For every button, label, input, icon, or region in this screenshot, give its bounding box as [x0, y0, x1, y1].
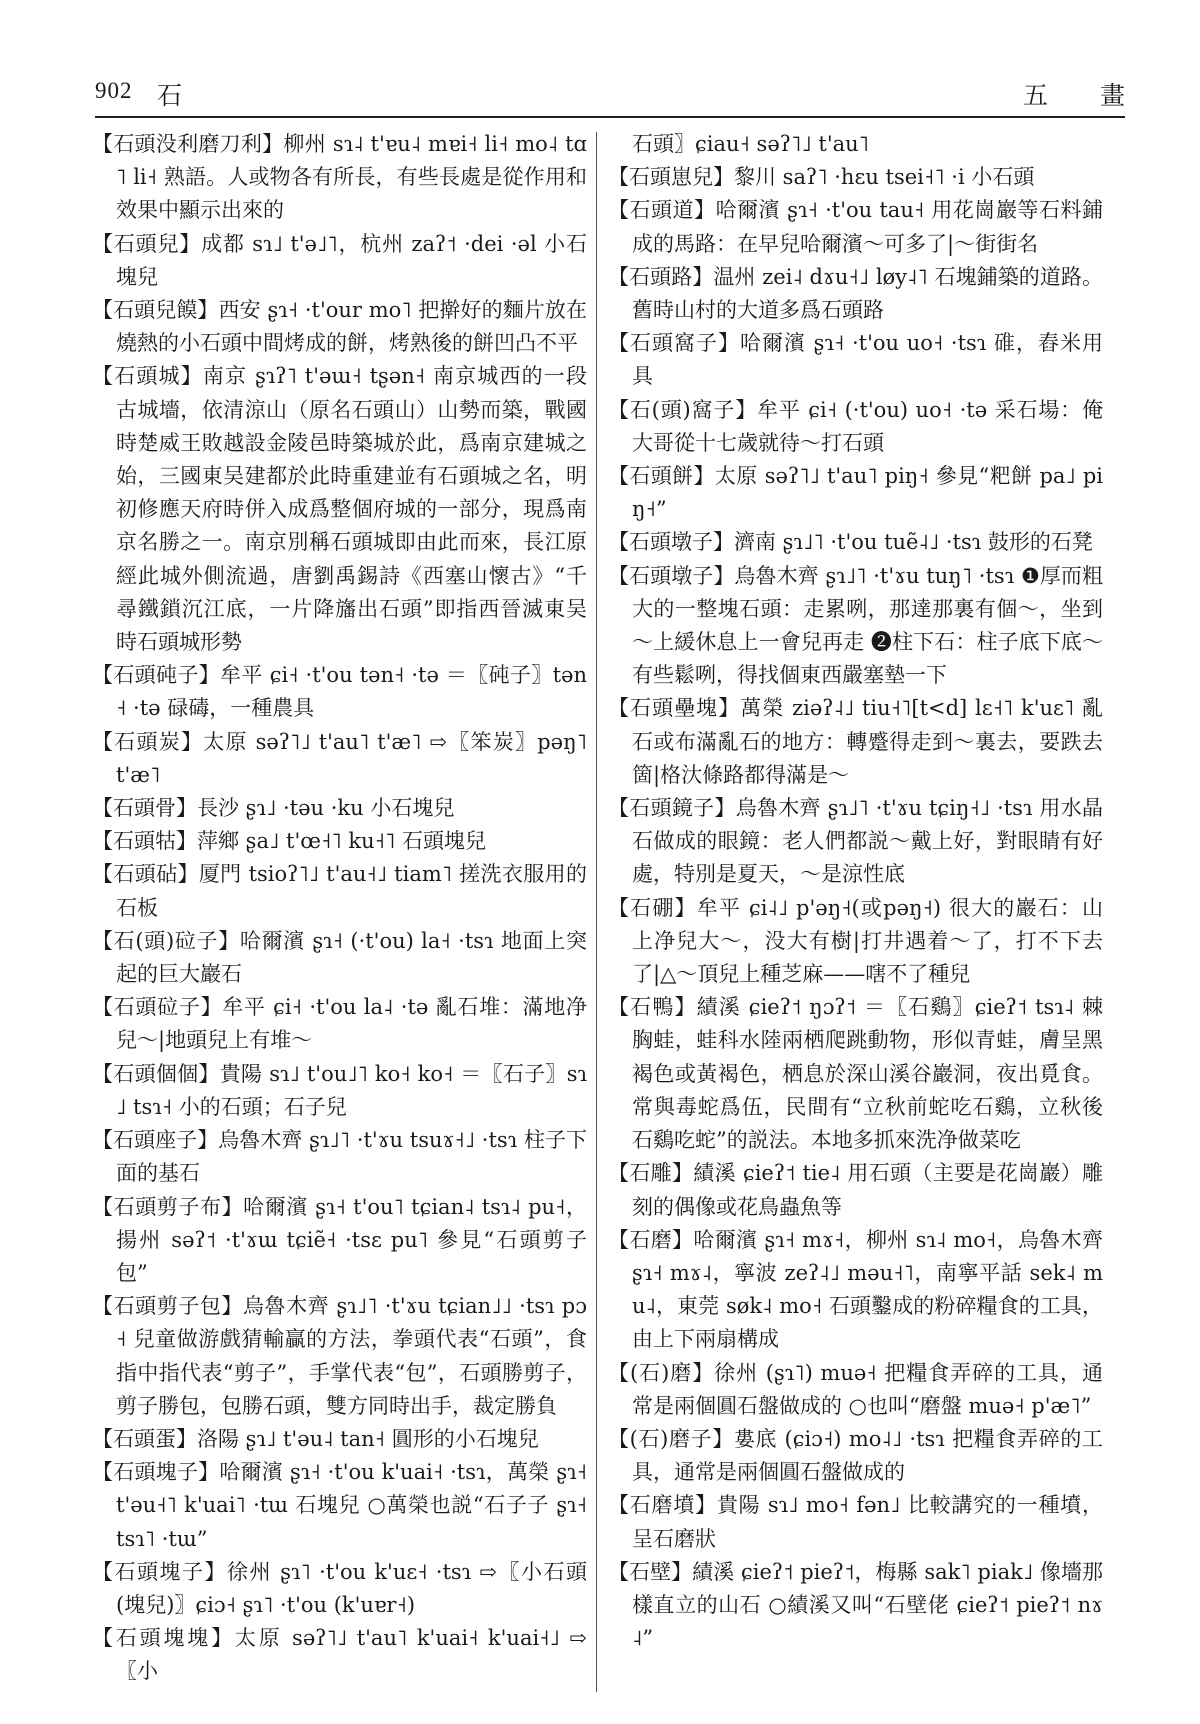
left-column	[92, 128, 587, 1689]
dictionary-entry: 【石頭道】哈爾濱 ʂɿ˧ ·t'ou tau˧ 用花崗巖等石料鋪成的馬路：在早兒哈爾濱～可多了|～街街名	[608, 198, 1103, 256]
dictionary-entry: 【石頭塊子】徐州 ʂɿ˥ ·t'ou k'uɛ˧ ·tsɿ ⇨〖小石頭(塊兒)〗ɕiɔ˧ ʂɿ˥ ·t'ou (k'uɐr˧)	[92, 1559, 587, 1617]
dictionary-entry: 【石頭路】温州 zei˨ dɤu˧˩ løy˨˥ 石塊鋪築的道路。舊時山村的大道多爲石頭路	[608, 264, 1103, 323]
dictionary-entry: 【石鴨】績溪 ɕieʔ˦ ŋɔʔ˦ ＝〖石鷄〗ɕieʔ˦ tsɿ˨ 棘胸蛙，蛙科水陸兩栖爬跳動物，形似青蛙，膚呈黑褐色或黃褐色，栖息於深山溪谷巖洞，夜出覓食。常與毒蛇爲伍，民間有“立秋前蛇吃石鷄，立秋後石鷄吃蛇”的説法。本地多抓來洗净做菜吃	[608, 995, 1103, 1153]
dictionary-entry: 【石磨】哈爾濱 ʂɿ˧ mɤ˧，柳州 sɿ˨ mo˧，烏魯木齊 ʂɿ˧ mɤ˨，寧波 zeʔ˨˩ məu˧˥，南寧平話 sek˨ mu˨，東莞 søk˨ mo˧ 石頭鑿成的粉碎糧食的工具，由上下兩扇構成	[608, 1227, 1103, 1352]
dictionary-entry: 【石頭窩子】哈爾濱 ʂɿ˧ ·t'ou uo˧ ·tsɿ 碓，舂米用具	[608, 331, 1103, 389]
dictionary-entry: 【(石)磨子】婁底 (ɕiɔ˧) mo˨˩ ·tsɿ 把糧食弄碎的工具，通常是兩個圓石盤做成的	[608, 1426, 1103, 1485]
page-number: 902	[95, 78, 133, 103]
dictionary-entry: 【石頭蛋】洛陽 ʂɿ˩ t'əu˨ tan˧ 圓形的小石塊兒	[92, 1426, 539, 1451]
dictionary-entry: 【石頭没利磨刀利】柳州 sɿ˨ t'ɐu˨ mɐi˧ li˧ mo˨ tɑ˥ li˧ 熟語。人或物各有所長，有些長處是從作用和效果中顯示出來的	[92, 132, 587, 223]
dictionary-entry: 【石頭墩子】濟南 ʂɿ˩˥ ·t'ou tuẽ˨˩ ·tsɿ 鼓形的石凳	[608, 530, 1093, 555]
dictionary-entry: 【石雕】績溪 ɕieʔ˦ tie˨ 用石頭（主要是花崗巖）雕刻的偶像或花鳥蟲魚等	[608, 1161, 1103, 1219]
dictionary-entry: 【石頭牯】萍鄉 ʂa˩ t'œ˧˥ ku˧˥ 石頭塊兒	[92, 829, 487, 854]
dictionary-entry: 【石頭砧】厦門 tsioʔ˥˩ t'au˧˩ tiam˥ 搓洗衣服用的石板	[92, 862, 587, 920]
dictionary-entry: 【石頭剪子包】烏魯木齊 ʂɿ˩˥ ·t'ɤu tɕian˩˩ ·tsɿ pɔ˧ 兒童做游戲猜輸贏的方法，拳頭代表“石頭”，食指中指代表“剪子”，手掌代表“包”，石頭勝剪子，剪子勝包，包勝石頭，雙方同時出手，裁定勝負	[92, 1294, 587, 1418]
dictionary-entry: 【石頭兒饃】西安 ʂɿ˧ ·t'our mo˥ 把擀好的麵片放在燒熱的小石頭中間烤成的餅，烤熟後的餅凹凸不平	[92, 298, 587, 356]
dictionary-entry: 【石(頭)砬子】哈爾濱 ʂɿ˧ (·t'ou) la˧ ·tsɿ 地面上突起的巨大巖石	[92, 928, 587, 987]
dictionary-entry: 【石頭塊子】哈爾濱 ʂɿ˧ ·t'ou k'uai˧ ·tsɿ，萬榮 ʂɿ˧ t'əu˧˥ k'uai˥ ·tɯ 石塊兒 ○萬榮也説“石子子 ʂɿ˧ tsɿ˥ ·tɯ”	[92, 1460, 587, 1551]
dictionary-entry: 【石頭壘塊】萬榮 ziəʔ˨˩ tiu˧˥[t<d] lɛ˧˥ k'uɛ˥ 亂石或布滿亂石的地方：轉蹙得走到～裏去，要跌去箇|格汏條路都得滿是～	[608, 696, 1103, 787]
dictionary-entry: 【石頭兒】成都 sɿ˩ t'ə˩˥，杭州 zaʔ˦ ·dei ·əl 小石塊兒	[92, 231, 587, 289]
page-header	[95, 70, 1147, 118]
dictionary-entry: 【石頭個個】貴陽 sɿ˩ t'ou˩˥ ko˧ ko˧ ＝〖石子〗sɿ˩ tsɿ˧ 小的石頭；石子兒	[92, 1061, 587, 1119]
column-divider	[596, 132, 597, 1692]
dictionary-entry: 【石頭餅】太原 səʔ˥˩ t'au˥ piŋ˧ 參見“粑餅 pa˩ piŋ˧”	[608, 464, 1103, 522]
radical-heading: 石	[157, 81, 183, 110]
dictionary-entry: 【石硼】牟平 ɕi˨˩ p'əŋ˧(或pəŋ˧) 很大的巖石：山上净兒大～，没大有樹|打井遇着～了，打不下去了|△～頂兒上種芝麻——嗐不了種兒	[608, 895, 1103, 987]
dictionary-entry: 【石頭砘子】牟平 ɕi˧ ·t'ou tən˧ ·tə ＝〖砘子〗tən˧ ·tə 碌碡，一種農具	[92, 663, 587, 721]
dictionary-entry: 【石頭剪子布】哈爾濱 ʂɿ˧ t'ou˥ tɕian˨ tsɿ˨ pu˧，揚州 səʔ˦ ·t'ɤɯ tɕiẽ˧ ·tsɛ pu˥ 參見“石頭剪子包”	[92, 1194, 587, 1285]
section-heading: 五 畫	[1023, 81, 1147, 110]
dictionary-entry: 【石頭墩子】烏魯木齊 ʂɿ˩˥ ·t'ɤu tuŋ˥ ·tsɿ ❶厚而粗大的一整塊石頭：走累咧，那達那裏有個～，坐到～上緩休息上一會兒再走 ❷柱下石：柱子底下底～有些鬆咧，得找個東西嚴塞墊一下	[608, 563, 1103, 688]
dictionary-entry: 【石磨墳】貴陽 sɿ˩ mo˧ fən˩ 比較講究的一種墳，呈石磨狀	[608, 1493, 1103, 1551]
dictionary-entry: 【石頭塊塊】太原 səʔ˥˩ t'au˥ k'uai˧ k'uai˧˩ ⇨〖小	[92, 1626, 587, 1684]
dictionary-entry: 【石(頭)窩子】牟平 ɕi˧ (·t'ou) uo˧ ·tə 采石場：俺大哥從十七歲就待～打石頭	[608, 397, 1103, 455]
dictionary-entry: 【石頭崽兒】黎川 saʔ˥ ·hɛu tsei˧˥ ·i 小石頭	[608, 165, 1035, 190]
dictionary-entry: 【石頭炭】太原 səʔ˥˩ t'au˥ t'æ˥ ⇨〖笨炭〗pəŋ˥ t'æ˥	[92, 729, 587, 787]
dictionary-entry: 【(石)磨】徐州 (ʂɿ˥) muə˧ 把糧食弄碎的工具，通常是兩個圓石盤做成的 ○也叫“磨盤 muə˧ p'æ˥”	[608, 1360, 1103, 1418]
dictionary-entry: 【石頭座子】烏魯木齊 ʂɿ˩˥ ·t'ɤu tsuɤ˧˩ ·tsɿ 柱子下面的基石	[92, 1128, 587, 1186]
dictionary-entry: 【石頭城】南京 ʂɿʔ˥ t'əɯ˧ tʂən˧ 南京城西的一段古城墻，依清涼山（原名石頭山）山勢而築，戰國時楚威王敗越設金陵邑時築城於此，爲南京建城之始，三國東吴建都於此時重建並有石頭城之名，明初修應天府時併入成爲整個府城的一部分，現爲南京名勝之一。南京別稱石頭城即由此而來，長江原經此城外側流過，唐劉禹錫詩《西塞山懷古》“千尋鐵鎖沉江底，一片降旛出石頭”即指西晉滅東吴時石頭城形勢	[92, 364, 587, 655]
dictionary-entry: 石頭〗ɕiau˧ səʔ˥˩ t'au˥	[632, 132, 870, 156]
dictionary-entry: 【石頭骨】長沙 ʂɿ˩ ·təu ·ku 小石塊兒	[92, 796, 455, 821]
right-column	[608, 128, 1103, 1655]
dictionary-entry: 【石壁】績溪 ɕieʔ˦ pieʔ˦，梅縣 sak˥ piak˩ 像墻那樣直立的山石 ○績溪又叫“石壁佬 ɕieʔ˦ pieʔ˦ nɤ˨”	[608, 1559, 1103, 1651]
dictionary-entry: 【石頭砬子】牟平 ɕi˧ ·t'ou la˨ ·tə 亂石堆：滿地净兒～|地頭兒上有堆～	[92, 995, 587, 1053]
dictionary-entry: 【石頭鏡子】烏魯木齊 ʂɿ˩˥ ·t'ɤu tɕiŋ˧˩ ·tsɿ 用水晶石做成的眼鏡：老人們都説～戴上好，對眼睛有好處，特別是夏天，～是涼性底	[608, 796, 1103, 887]
